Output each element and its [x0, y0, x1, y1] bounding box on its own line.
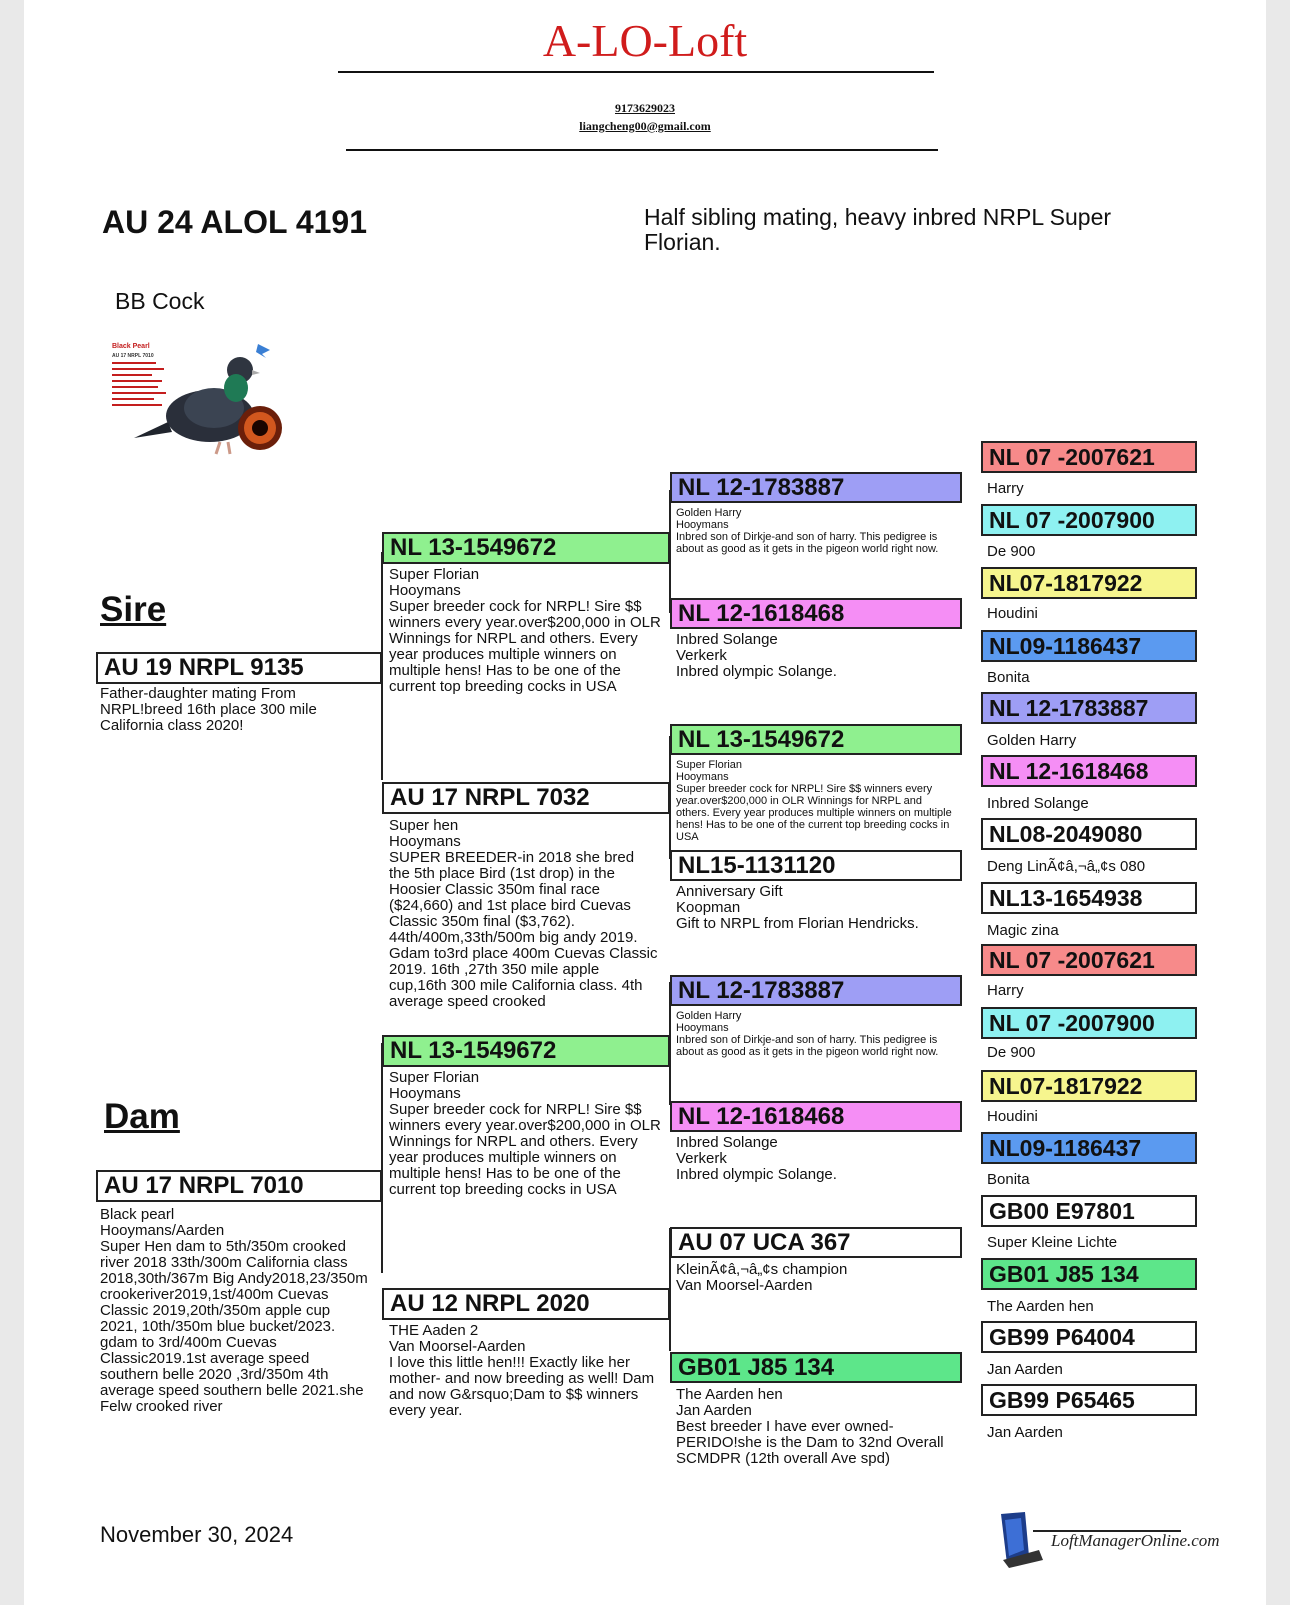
- loftmanager-logo-icon: [999, 1510, 1220, 1570]
- g3-7-description: KleinÃ¢â,¬â„¢s champion Van Moorsel-Aarden: [676, 1261, 848, 1294]
- loftmanager-logo: [999, 1510, 1220, 1570]
- loft-title: A-LO-Loft: [542, 15, 748, 66]
- dam-sire-description: Super Florian Hooymans Super breeder cock for NRPL! Sire $$ winners every year.over$200,000 in OLR Winnings for NRPL and others. Every year produces multiple winners on multiple hens! Has to be one of the current top breeding cocks in USA: [389, 1069, 661, 1198]
- dam-label: Dam: [104, 1097, 180, 1136]
- g4-16-ring-box: GB99 P65465: [981, 1384, 1197, 1416]
- photo-caption-title: Black Pearl: [112, 343, 150, 350]
- g3-6-ring-box: NL 12-1618468: [670, 1101, 962, 1132]
- sire-description: Father-daughter mating From NRPL!breed 16th place 300 mile California class 2020!: [100, 685, 317, 734]
- g4-2-ring-box: NL 07 -2007900: [981, 504, 1197, 536]
- phone-number: 9173629023: [615, 101, 675, 115]
- g4-10-ring-box: NL 07 -2007900: [981, 1007, 1197, 1039]
- bird-photo: [110, 338, 290, 468]
- g4-12-name: Bonita: [987, 1171, 1030, 1188]
- dam-description: Black pearl Hooymans/Aarden Super Hen dam to 5th/350m crooked river 2018 33th/300m California class 2018,30th/367m Big Andy2018,23/350m crookeriver2019,1st/400m Cuevas Classic 2019,20th/350m apple cup 2021, 10th/350m blue bucket/2023. gdam to 3rd/400m Cuevas Classic2019.1st average speed southern belle 2020 ,3rd/350m 4th average speed southern belle 2021.she Felw crooked river: [100, 1206, 368, 1415]
- g3-3-ring-box: NL 13-1549672: [670, 724, 962, 755]
- pedigree-date: November 30, 2024: [100, 1522, 294, 1547]
- header-rule-top: [338, 71, 934, 73]
- pigeon-image: [110, 338, 290, 468]
- g3-7-ring-box: AU 07 UCA 367: [670, 1227, 962, 1258]
- sire-sire-ring-box: NL 13-1549672: [382, 532, 670, 564]
- sire-dam-description: Super hen Hooymans SUPER BREEDER-in 2018 she bred the 5th place Bird (1st drop) in the Hoosier Classic 350m final race ($24,660) and 1st place bird Cuevas Classic 350m final ($3,762). 44th/400m,33th/500m big andy 2019. Gdam to3rd place 400m Cuevas Classic 2019. 16th ,27th 350 mile apple cup,16th 300 mile California class. 4th average speed crooked: [389, 817, 658, 1010]
- g3-2-ring-box: NL 12-1618468: [670, 598, 962, 629]
- pedigree-page: [24, 0, 1266, 1605]
- g4-7-name: Deng LinÃ¢â,¬â„¢s 080: [987, 858, 1146, 875]
- g4-15-ring-box: GB99 P64004: [981, 1321, 1197, 1353]
- g3-1-description: Golden Harry Hooymans Inbred son of Dirkje-and son of harry. This pedigree is about as good as it gets in the pigeon world right now.: [676, 507, 939, 555]
- g4-14-name: The Aarden hen: [987, 1298, 1094, 1315]
- dam-dam-ring-box: AU 12 NRPL 2020: [382, 1288, 670, 1320]
- g4-16-name: Jan Aarden: [987, 1424, 1063, 1441]
- dam-ring-box: AU 17 NRPL 7010: [96, 1170, 382, 1202]
- g3-1-ring-box: NL 12-1783887: [670, 472, 962, 503]
- logo-text: LoftManagerOnline.com: [1051, 1531, 1220, 1550]
- g4-1-ring-box: NL 07 -2007621: [981, 441, 1197, 473]
- g3-5-description: Golden Harry Hooymans Inbred son of Dirkje-and son of harry. This pedigree is about as good as it gets in the pigeon world right now.: [676, 1010, 939, 1058]
- g4-12-ring-box: NL09-1186437: [981, 1132, 1197, 1164]
- g4-10-name: De 900: [987, 1044, 1036, 1061]
- sire-label: Sire: [100, 590, 167, 629]
- g4-13-ring-box: GB00 E97801: [981, 1195, 1197, 1227]
- email-address: liangcheng00@gmail.com: [579, 119, 711, 133]
- header-rule-bottom: [346, 149, 938, 151]
- bird-ring-number: AU 24 ALOL 4191: [102, 204, 367, 240]
- g4-4-name: Bonita: [987, 669, 1030, 686]
- g4-8-ring-box: NL13-1654938: [981, 882, 1197, 914]
- g4-3-name: Houdini: [987, 605, 1038, 622]
- g3-8-ring-box: GB01 J85 134: [670, 1352, 962, 1383]
- connector-dam: [381, 1043, 383, 1273]
- g3-2-description: Inbred Solange Verkerk Inbred olympic Solange.: [676, 631, 837, 680]
- g4-6-name: Inbred Solange: [987, 795, 1089, 812]
- g4-11-name: Houdini: [987, 1108, 1038, 1125]
- g3-4-ring-box: NL15-1131120: [670, 850, 962, 881]
- g4-3-ring-box: NL07-1817922: [981, 567, 1197, 599]
- g3-4-description: Anniversary Gift Koopman Gift to NRPL from Florian Hendricks.: [676, 883, 919, 932]
- dam-sire-ring-box: NL 13-1549672: [382, 1035, 670, 1067]
- g3-8-description: The Aarden hen Jan Aarden Best breeder I have ever owned-PERIDO!she is the Dam to 32nd Overall SCMDPR (12th overall Ave spd): [676, 1386, 944, 1467]
- g4-7-ring-box: NL08-2049080: [981, 818, 1197, 850]
- bird-sex: BB Cock: [115, 288, 205, 314]
- g3-3-description: Super Florian Hooymans Super breeder cock for NRPL! Sire $$ winners every year.over$200,000 in OLR Winnings for NRPL and others. Every year produces multiple winners on multiple hens! Has to be one of the current top breeding cocks in USA: [676, 759, 952, 843]
- g4-5-ring-box: NL 12-1783887: [981, 692, 1197, 724]
- g4-14-ring-box: GB01 J85 134: [981, 1258, 1197, 1290]
- dam-dam-description: THE Aaden 2 Van Moorsel-Aarden I love this little hen!!! Exactly like her mother- and now breeding as well! Dam and now G&rsquo;Dam to $$ winners every year.: [389, 1322, 655, 1419]
- g3-6-description: Inbred Solange Verkerk Inbred olympic Solange.: [676, 1134, 837, 1183]
- g4-15-name: Jan Aarden: [987, 1361, 1063, 1378]
- g4-11-ring-box: NL07-1817922: [981, 1070, 1197, 1102]
- sire-dam-ring-box: AU 17 NRPL 7032: [382, 782, 670, 814]
- g4-9-name: Harry: [987, 982, 1024, 999]
- g4-2-name: De 900: [987, 543, 1036, 560]
- g4-5-name: Golden Harry: [987, 732, 1077, 749]
- g4-4-ring-box: NL09-1186437: [981, 630, 1197, 662]
- sire-ring-box: AU 19 NRPL 9135: [96, 652, 382, 684]
- photo-caption-ring: AU 17 NRPL 7010: [112, 353, 154, 359]
- g3-5-ring-box: NL 12-1783887: [670, 975, 962, 1006]
- g4-1-name: Harry: [987, 480, 1024, 497]
- bird-description: Half sibling mating, heavy inbred NRPL Super Florian.: [644, 204, 1112, 255]
- g4-13-name: Super Kleine Lichte: [987, 1234, 1118, 1251]
- g4-6-ring-box: NL 12-1618468: [981, 755, 1197, 787]
- sire-sire-description: Super Florian Hooymans Super breeder cock for NRPL! Sire $$ winners every year.over$200,000 in OLR Winnings for NRPL and others. Every year produces multiple winners on multiple hens! Has to be one of the current top breeding cocks in USA: [389, 566, 661, 695]
- g4-9-ring-box: NL 07 -2007621: [981, 944, 1197, 976]
- g4-8-name: Magic zina: [987, 922, 1059, 939]
